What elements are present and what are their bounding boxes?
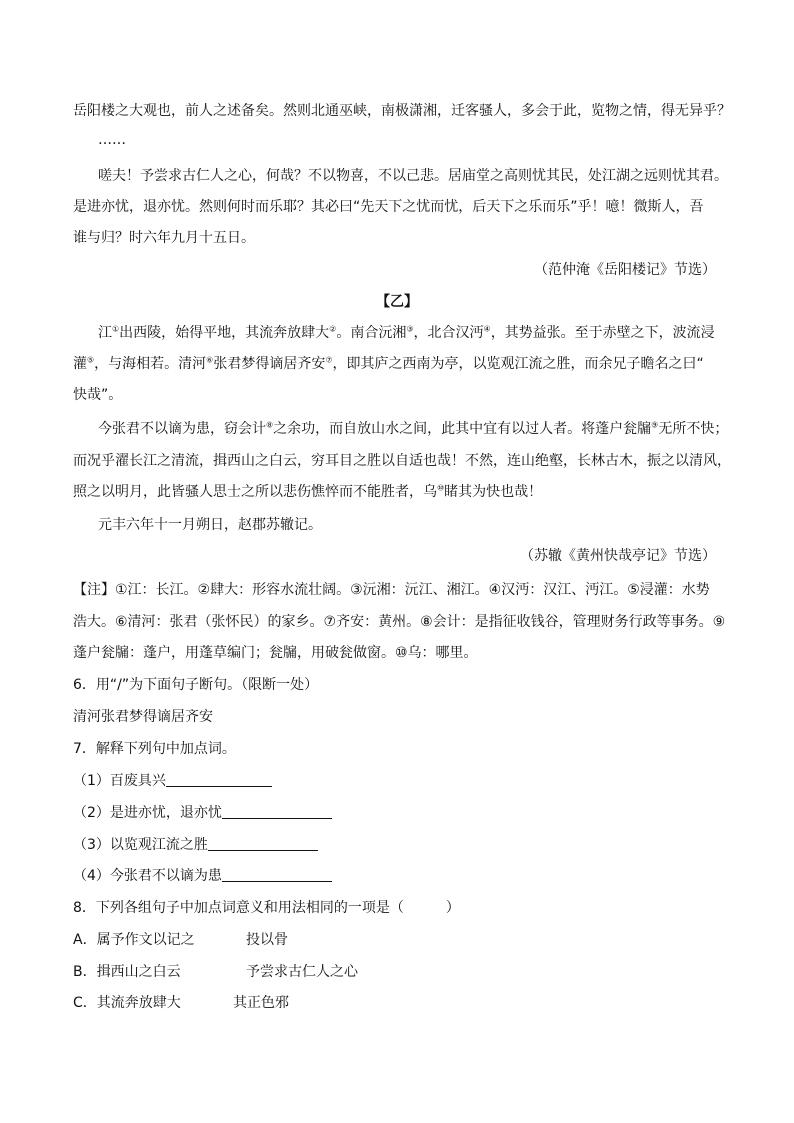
passage-b-para1-line-2: 灌⑤，与海相若。清河⑥张君梦得谪居齐安⑦，即其庐之西南为亭，以览观江流之胜，而余兄子瞻名之曰“ [73, 355, 704, 372]
notes-line-2: 浩大。⑥清河：张君（张怀民）的家乡。⑦齐安：黄州。⑧会计：是指征收钱谷，管理财务行政等事务。⑨ [73, 614, 726, 630]
passage-a-ellipsis: …… [98, 132, 126, 148]
passage-b-para2-line-1: 今张君不以谪为患，窃会计⑧之余功，而自放山水之间，此其中宜有以过人者。将蓬户瓮牖⑨无所不快； [98, 420, 729, 437]
passage-b-heading: 【乙】 [376, 294, 418, 310]
q8-option-a: A．属予作文以记之 [73, 932, 195, 948]
notes-line-1: 【注】①江：长江。②肆大：形容水流壮阔。③沅湘：沅江、湘江。④汉沔：汉江、沔江。⑤浸灌：水势 [73, 582, 710, 598]
notes-line-3: 蓬户瓮牖：蓬户，用蓬草编门；瓮牖，用破瓮做窗。⑩乌：哪里。 [73, 645, 478, 661]
q8-option-c-compare: 其正色邪 [233, 995, 289, 1011]
q8-option-a-compare: 投以骨 [246, 932, 288, 948]
footnote-marker: ⑤ [87, 355, 95, 365]
footnote-marker: ⑨ [651, 420, 659, 430]
q8-prompt: 8．下列各组句子中加点词意义和用法相同的一项是（ ） [73, 900, 460, 916]
footnote-marker: ② [329, 324, 337, 334]
passage-b-date: 元丰六年十一月朔日，赵郡苏辙记。 [98, 517, 322, 533]
footnote-marker: ③ [406, 324, 414, 334]
passage-b-source: （苏辙《黄州快哉亭记》节选） [520, 548, 716, 564]
footnote-marker: ⑥ [206, 355, 214, 365]
q7-item-1: （1）百废具兴 [73, 771, 272, 791]
q7-item-3: （3）以览观江流之胜 [73, 835, 318, 855]
passage-b-para1-line-1: 江①出西陵，始得平地，其流奔放肆大②。南合沅湘③，北合汉沔④，其势益张。至于赤壁之下，波流浸 [98, 324, 715, 341]
passage-a-line-1: 岳阳楼之大观也，前人之述备矣。然则北通巫峡，南极潇湘，迁客骚人，多会于此，览物之情，得无异乎？ [73, 103, 731, 119]
q7-prompt: 7．解释下列句中加点词。 [73, 741, 236, 757]
answer-blank[interactable] [222, 804, 332, 819]
q6-sentence: 清河张君梦得谪居齐安 [73, 709, 213, 725]
footnote-marker: ① [112, 324, 120, 334]
passage-b-para1-line-3: 快哉”。 [73, 387, 123, 403]
footnote-marker: ④ [483, 324, 491, 334]
q8-option-c: C．其流奔放肆大 [73, 995, 181, 1011]
footnote-marker: ⑧ [266, 420, 274, 430]
footnote-marker: ⑩ [437, 483, 445, 493]
q6-prompt: 6．用“/”为下面句子断句。（限断一处） [73, 677, 319, 693]
passage-b-para2-line-2: 而况乎濯长江之清流，揖西山之白云，穷耳目之胜以自适也哉！不然，连山绝壑，长林古木，振之以清风， [73, 453, 731, 469]
q8-option-b-compare: 予尝求古仁人之心 [246, 964, 358, 980]
answer-blank[interactable] [222, 867, 332, 882]
passage-a-para2-line-1: 嗟夫！予尝求古仁人之心，何哉？不以物喜，不以己悲。居庙堂之高则忧其民，处江湖之远则忧其君。 [98, 168, 728, 184]
q8-option-b: B．揖西山之白云 [73, 964, 181, 980]
footnote-marker: ⑦ [325, 355, 333, 365]
answer-blank[interactable] [208, 836, 318, 851]
q7-item-2: （2）是进亦忧，退亦忧 [73, 803, 332, 823]
passage-a-source: （范仲淹《岳阳楼记》节选） [534, 262, 716, 278]
q7-item-4: （4）今张君不以谪为患 [73, 866, 332, 886]
passage-b-para2-line-3: 照之以明月，此皆骚人思士之所以悲伤憔悴而不能胜者，乌⑩睹其为快也哉！ [73, 483, 543, 500]
answer-blank[interactable] [166, 772, 272, 787]
passage-a-para2-line-2: 是进亦忧，退亦忧。然则何时而乐耶？其必曰“先天下之忧而忧，后天下之乐而乐”乎！噫！微斯人，吾 [73, 199, 704, 215]
passage-a-para2-line-3: 谁与归？时六年九月十五日。 [73, 230, 255, 246]
